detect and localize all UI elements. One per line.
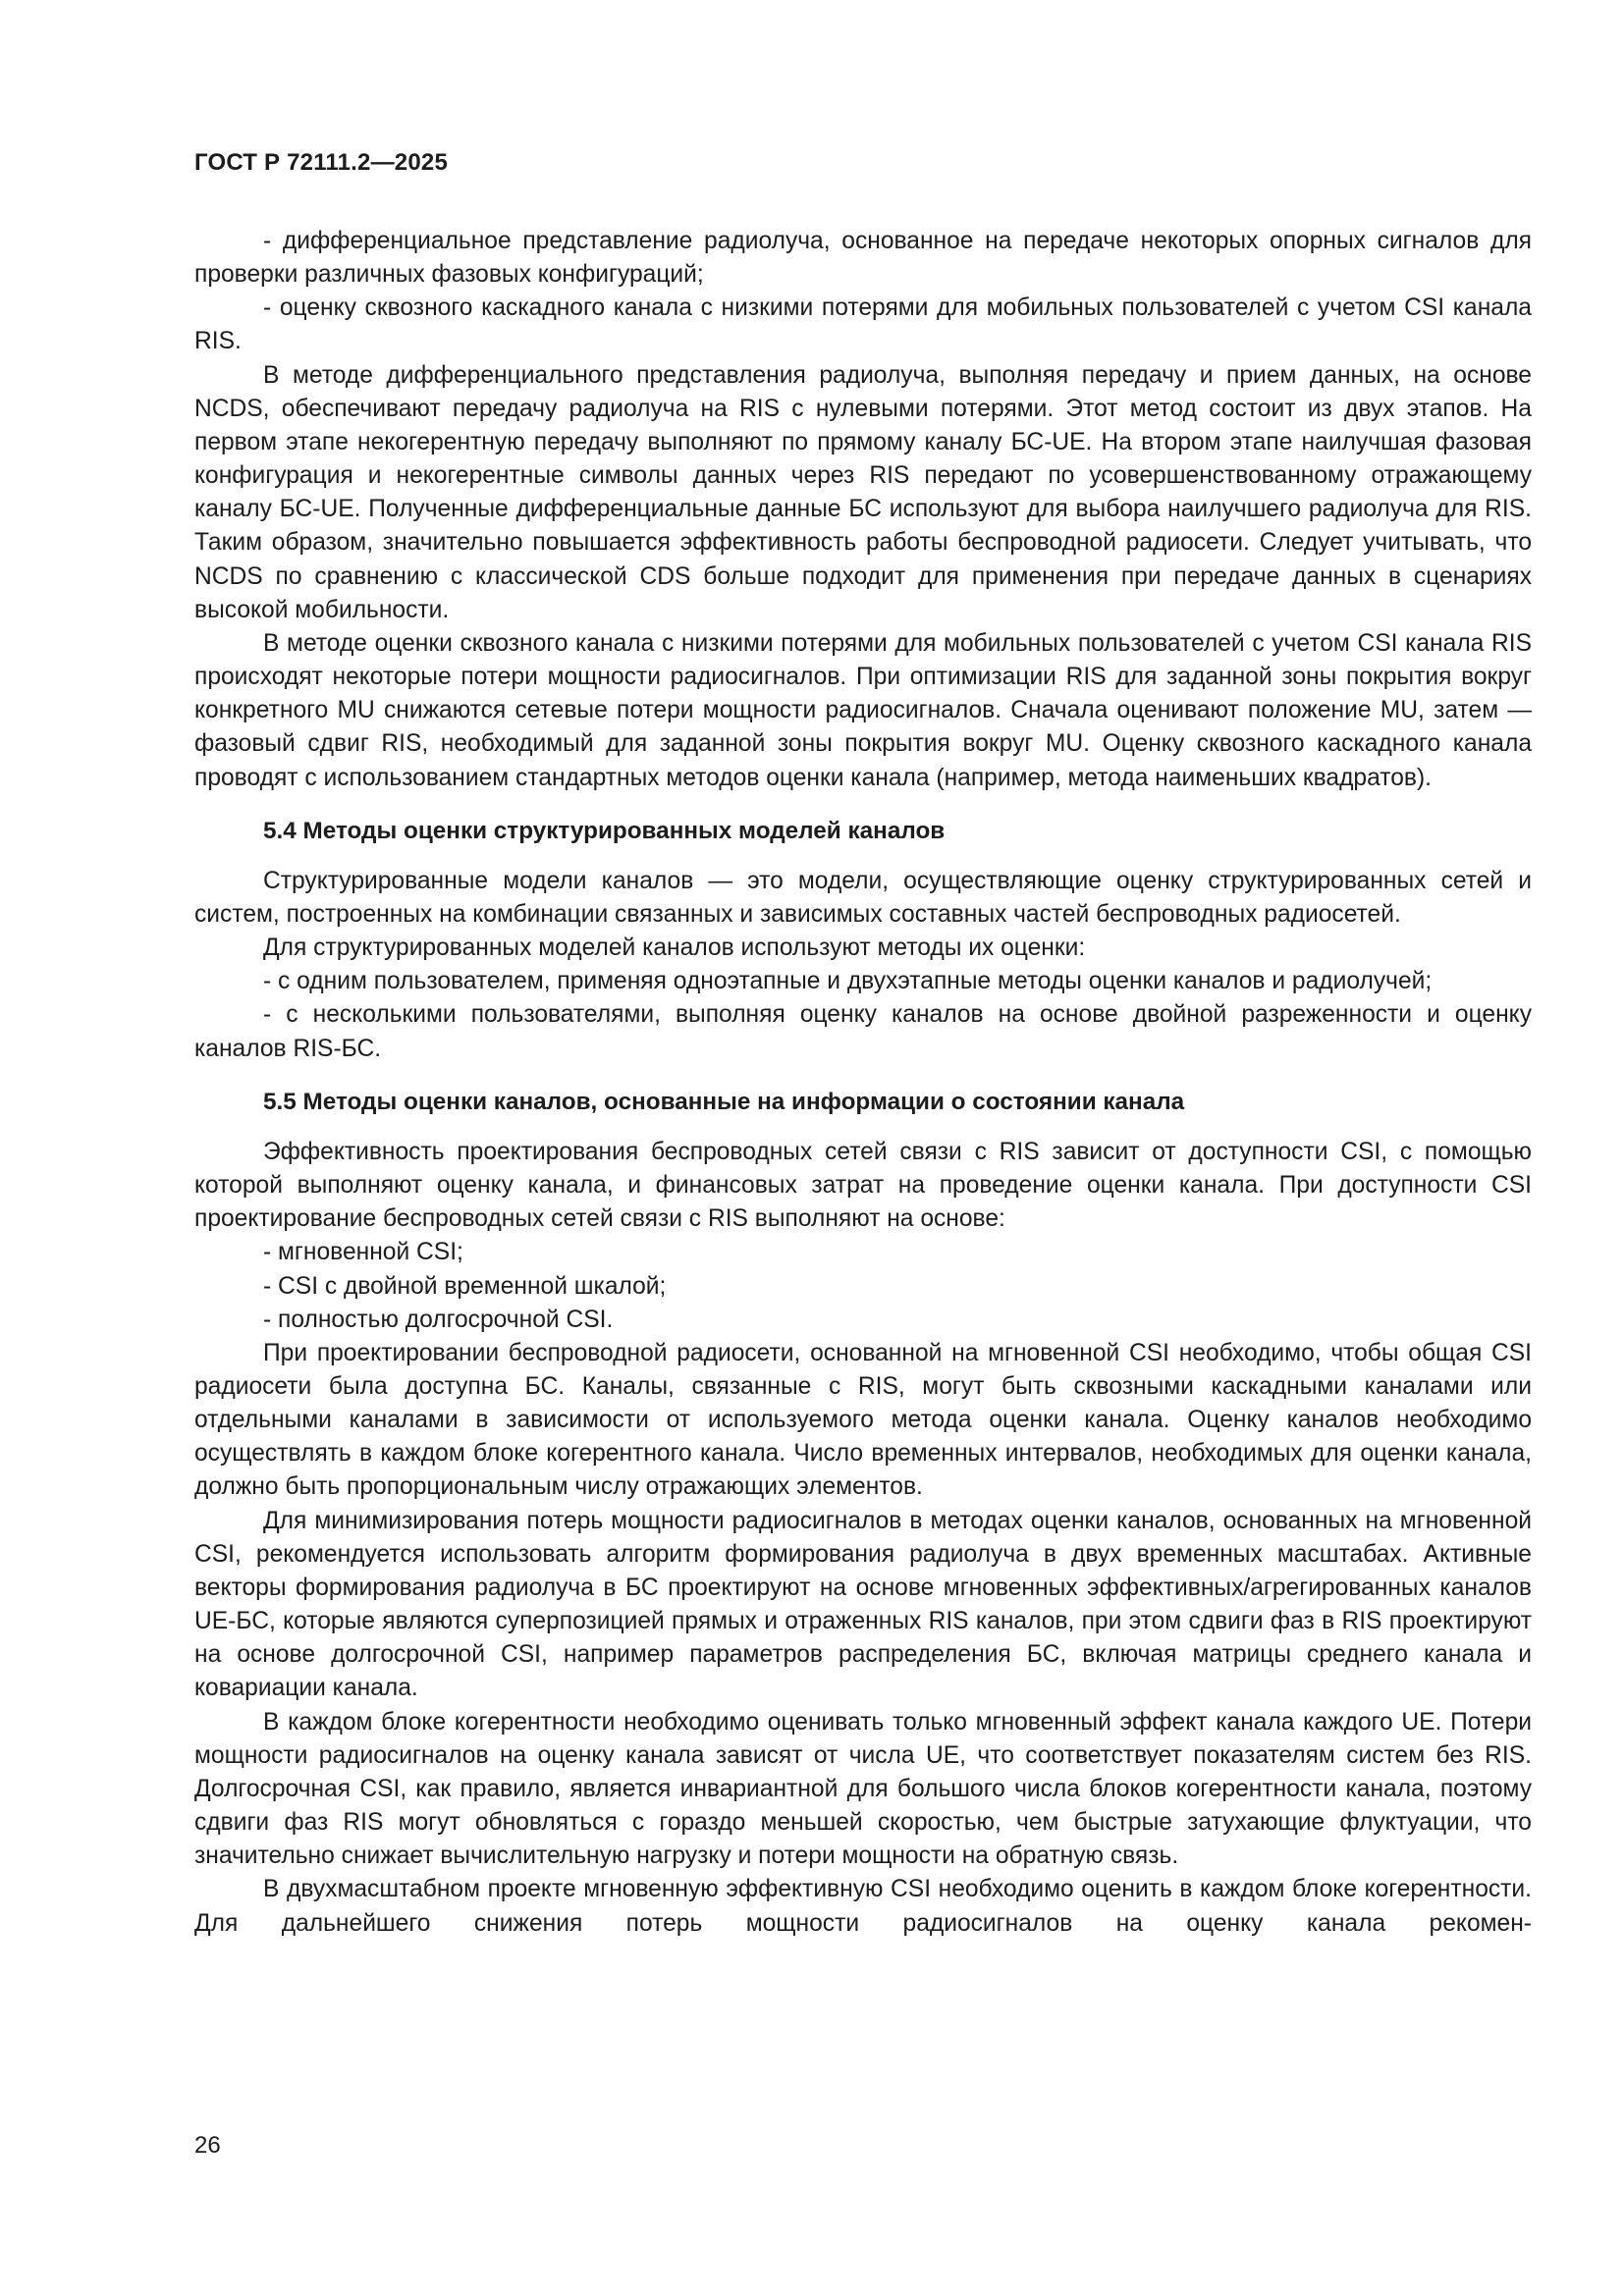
paragraph: В каждом блоке когерентности необходимо оценивать только мгновенный эффект канала каждого UE. Потери мощности радиосигналов на оценку канала зависят от числа UE, что соответствует показателям систем без RIS. Долгосрочная CSI, как правило, является инвариантной для большого числа блоков когерентности канала, поэтому сдвиги фаз RIS могут обновляться с гораздо меньшей скоростью, чем быстрые затухающие флуктуации, что значительно снижает вычислительную нагрузку и потери мощности на обратную связь. <box>194 1708 1532 1870</box>
section-heading-5-5: 5.5 Методы оценки каналов, основанные на информации о состоянии канала <box>263 1088 1185 1115</box>
list-item: - полностью долгосрочной CSI. <box>263 1306 614 1333</box>
paragraph: Для минимизирования потерь мощности радиосигналов в методах оценки каналов, основанных на мгновенной CSI, рекомендуется использовать алгоритм формирования радиолуча в двух временных масштабах. Активные векторы формирования радиолуча в БС проектируют на основе мгновенных эффективных/агрегированных каналов UE-БС, которые являются суперпозицией прямых и отраженных RIS каналов, при этом сдвиги фаз в RIS проектируют на основе долгосрочной CSI, например параметров распределения БС, включая матрицы среднего канала и ковариации канала. <box>194 1507 1532 1702</box>
section-heading-5-4: 5.4 Методы оценки структурированных моделей каналов <box>263 817 946 844</box>
paragraph: - с несколькими пользователями, выполняя оценку каналов на основе двойной разреженности и оценку каналов RIS-БС. <box>194 1001 1532 1062</box>
paragraph: При проектировании беспроводной радиосети, основанной на мгновенной CSI необходимо, чтобы общая CSI радиосети была доступна БС. Каналы, связанные с RIS, могут быть сквозными каскадными каналами или отдельными каналами в зависимости от используемого метода оценки канала. Оценку каналов необходимо осуществлять в каждом блоке когерентного канала. Число временных интервалов, необходимых для оценки канала, должно быть пропорциональным числу отражающих элементов. <box>194 1339 1532 1501</box>
paragraph: В методе оценки сквозного канала с низкими потерями для мобильных пользователей с учетом CSI канала RIS происходят некоторые потери мощности радиосигналов. При оптимизации RIS для заданной зоны покрытия вокруг конкретного MU снижаются сетевые потери мощности радиосигналов. Сначала оценивают положение MU, затем — фазовый сдвиг RIS, необходимый для заданной зоны покрытия вокруг MU. Оценку сквозного каскадного канала проводят с использованием стандартных методов оценки канала (например, метода наименьших квадратов). <box>194 629 1532 791</box>
paragraph: Для структурированных моделей каналов используют методы их оценки: <box>263 934 1086 962</box>
paragraph: - оценку сквозного каскадного канала с низкими потерями для мобильных пользователей с учетом CSI канала RIS. <box>194 294 1532 355</box>
document-header: ГОСТ Р 72111.2—2025 <box>194 149 448 176</box>
paragraph: - с одним пользователем, применяя одноэтапные и двухэтапные методы оценки каналов и радиолучей; <box>263 968 1433 995</box>
paragraph: Эффективность проектирования беспроводных сетей связи с RIS зависит от доступности CSI, с помощью которой выполняют оценку канала, и финансовых затрат на проведение оценки канала. При доступности CSI проектирование беспроводных сетей связи с RIS выполняют на основе: <box>194 1138 1532 1233</box>
paragraph: В двухмасштабном проекте мгновенную эффективную CSI необходимо оценить в каждом блоке когерентности. Для дальнейшего снижения потерь мощности радиосигналов на оценку канала рекомен- <box>194 1876 1532 1937</box>
page-number: 26 <box>194 2132 221 2159</box>
paragraph: - дифференциальное представление радиолуча, основанное на передаче некоторых опорных сигналов для проверки различных фазовых конфигураций; <box>194 228 1532 289</box>
paragraph: Структурированные модели каналов — это модели, осуществляющие оценку структурированных сетей и систем, построенных на комбинации связанных и зависимых составных частей беспроводных радиосетей. <box>194 867 1532 928</box>
list-item: - мгновенной CSI; <box>263 1239 463 1266</box>
paragraph: В методе дифференциального представления радиолуча, выполняя передачу и прием данных, на основе NCDS, обеспечивают передачу радиолуча на RIS с нулевыми потерями. Этот метод состоит из двух этапов. На первом этапе некогерентную передачу выполняют по прямому каналу БС-UE. На втором этапе наилучшая фазовая конфигурация и некогерентные символы данных через RIS передают по усовершенствованному отражающему каналу БС-UE. Полученные дифференциальные данные БС используют для выбора наилучшего радиолуча для RIS. Таким образом, значительно повышается эффективность работы беспроводной радиосети. Следует учитывать, что NCDS по сравнению с классической CDS больше подходит для применения при передаче данных в сценариях высокой мобильности. <box>194 361 1532 623</box>
list-item: - CSI с двойной временной шкалой; <box>263 1272 667 1300</box>
document-body <box>194 225 1532 1941</box>
